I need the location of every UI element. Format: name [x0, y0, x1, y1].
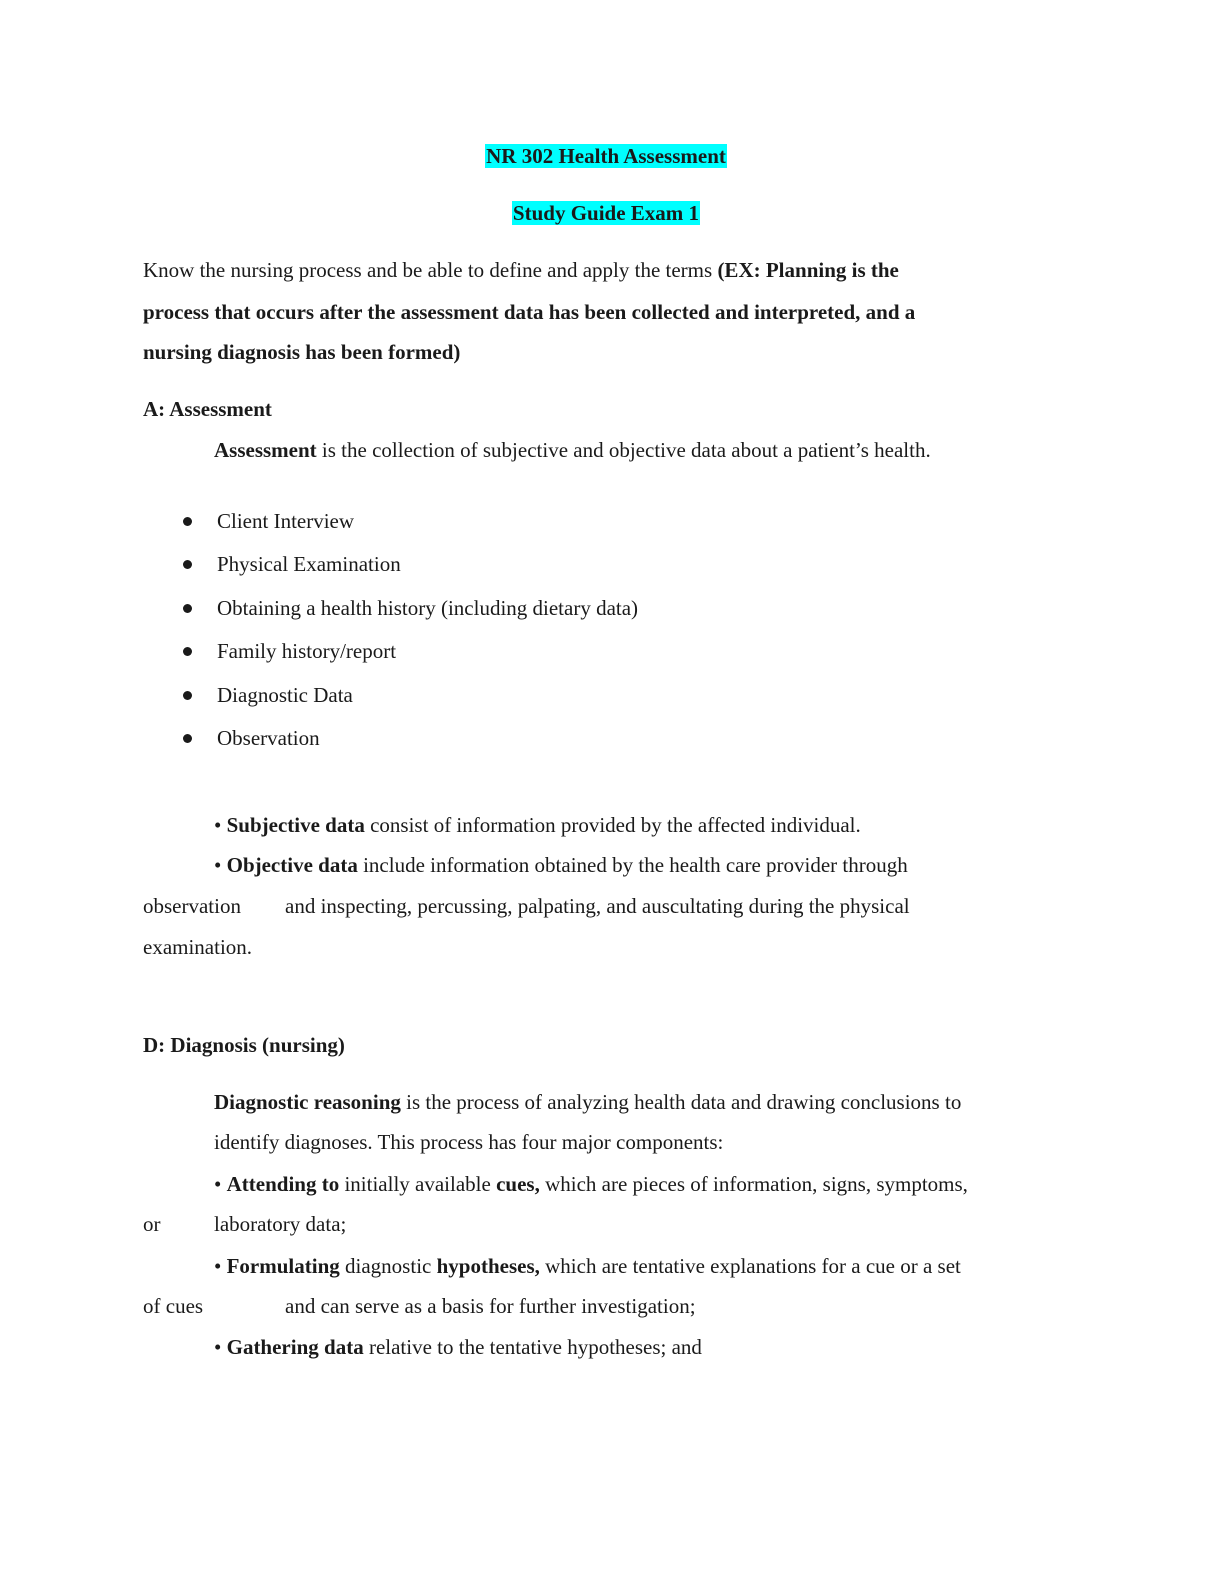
attending-text: which are pieces of information, signs, symptoms,: [539, 1172, 968, 1196]
diagnostic-reasoning-line-1: [214, 1089, 961, 1115]
intro-line-2: process that occurs after the assessment data has been collected and interpreted, and a: [143, 300, 916, 324]
attending-line-1: [214, 1171, 968, 1197]
section-d-heading: D: Diagnosis (nursing): [143, 1033, 345, 1057]
intro-normal-text: Know the nursing process and be able to define and apply the terms: [143, 258, 718, 282]
objective-data-line-2-left: observation: [143, 894, 241, 918]
title-text: NR 302 Health Assessment: [486, 144, 726, 168]
bullet-prefix: •: [214, 1172, 227, 1196]
cues-term: cues,: [496, 1172, 540, 1196]
attending-line-2-left: or: [143, 1212, 161, 1236]
list-item-text: Client Interview: [217, 509, 355, 533]
objective-text: include information obtained by the health care provider through: [357, 853, 908, 877]
assessment-definition: [214, 437, 931, 463]
hypotheses-term: hypotheses,: [436, 1254, 540, 1278]
gathering-line: [214, 1334, 702, 1360]
bullet-icon: [183, 604, 192, 613]
gathering-text: relative to the tentative hypotheses; and: [363, 1335, 702, 1359]
bullet-prefix: •: [214, 853, 227, 877]
bullet-icon: [183, 560, 192, 569]
formulating-mid-text: diagnostic: [339, 1254, 437, 1278]
objective-data-line-1: [214, 852, 908, 878]
formulating-line-2-left: of cues: [143, 1294, 204, 1318]
gathering-term: Gathering data: [226, 1335, 364, 1359]
bullet-prefix: •: [214, 1254, 227, 1278]
objective-term: Objective data: [226, 853, 358, 877]
diagnostic-reasoning-text: is the process of analyzing health data and drawing conclusions to: [400, 1090, 962, 1114]
section-a-heading: A: Assessment: [143, 397, 272, 421]
intro-line-3: nursing diagnosis has been formed): [143, 340, 461, 364]
assessment-term: Assessment: [214, 438, 317, 462]
diagnostic-reasoning-term: Diagnostic reasoning: [214, 1090, 401, 1114]
document-title: [0, 143, 1212, 169]
list-item-text: Physical Examination: [217, 552, 401, 576]
bullet-icon: [183, 691, 192, 700]
list-item-text: Diagnostic Data: [217, 683, 353, 707]
formulating-term: Formulating: [226, 1254, 340, 1278]
subtitle-text: Study Guide Exam 1: [512, 201, 700, 225]
formulating-line-2-right: and can serve as a basis for further investigation;: [285, 1294, 696, 1318]
attending-line-2-right: laboratory data;: [214, 1212, 347, 1236]
list-item-text: Family history/report: [217, 639, 397, 663]
objective-data-line-2-right: and inspecting, percussing, palpating, and auscultating during the physical: [285, 894, 910, 918]
bullet-icon: [183, 517, 192, 526]
diagnostic-reasoning-line-2: identify diagnoses. This process has four major components:: [214, 1130, 724, 1154]
bullet-icon: [183, 647, 192, 656]
formulating-line-1: [214, 1253, 961, 1279]
subjective-term: Subjective data: [226, 813, 365, 837]
bullet-prefix: •: [214, 1335, 227, 1359]
formulating-text: which are tentative explanations for a cue or a set: [539, 1254, 961, 1278]
list-item-text: Observation: [217, 726, 320, 750]
subjective-data-line: [214, 812, 861, 838]
document-subtitle: [0, 200, 1212, 226]
objective-data-line-3: examination.: [143, 935, 253, 959]
attending-mid-text: initially available: [339, 1172, 497, 1196]
attending-term: Attending to: [226, 1172, 340, 1196]
bullet-icon: [183, 734, 192, 743]
bullet-prefix: •: [214, 813, 227, 837]
subjective-text: consist of information provided by the affected individual.: [364, 813, 861, 837]
intro-line-1: [143, 257, 899, 283]
list-item-text: Obtaining a health history (including dietary data): [217, 596, 639, 620]
intro-bold-text-1: (EX: Planning is the: [717, 258, 899, 282]
assessment-definition-text: is the collection of subjective and objective data about a patient’s health.: [316, 438, 931, 462]
